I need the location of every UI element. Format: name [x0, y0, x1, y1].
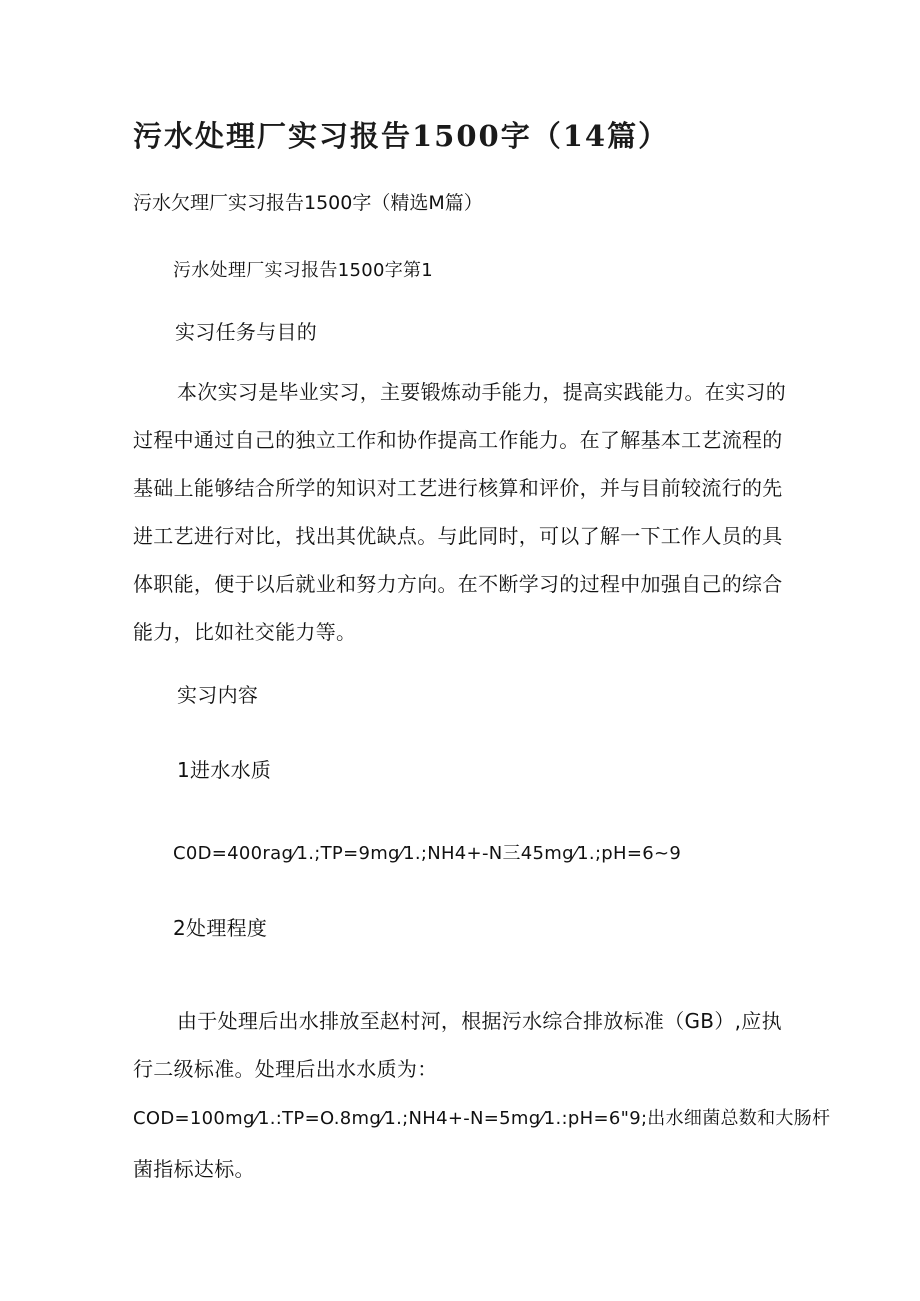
item2-paragraph-line: 菌指标达标。	[133, 1157, 255, 1181]
task-paragraph-line: 过程中通过自己的独立工作和协作提高工作能力。在了解基本工艺流程的	[133, 428, 783, 452]
item2-paragraph-line: 行二级标准。处理后出水水质为：	[133, 1057, 438, 1081]
item1-text: C0D=400rag⁄1.;TP=9mg⁄1.;NH4+-N三45mg⁄1.;pH=6~9	[173, 843, 682, 864]
task-paragraph-line: 基础上能够结合所学的知识对工艺进行核算和评价，并与目前较流行的先	[133, 476, 783, 500]
item2-paragraph-line: 由于处理后出水排放至赵村河，根据污水综合排放标准（GB）,应执	[177, 1009, 782, 1033]
document-subtitle: 污水欠理厂实习报告1500字（精选M篇）	[133, 192, 483, 214]
item1-heading: 1进水水质	[177, 758, 272, 782]
task-paragraph-line: 本次实习是毕业实习，主要锻炼动手能力，提高实践能力。在实习的	[177, 380, 786, 404]
document-title: 污水处理厂实习报告1500字（14篇）	[133, 119, 670, 153]
task-heading: 实习任务与目的	[175, 320, 318, 344]
task-paragraph-line: 能力，比如社交能力等。	[133, 620, 357, 644]
task-paragraph-line: 体职能，便于以后就业和努力方向。在不断学习的过程中加强自己的综合	[133, 572, 783, 596]
section-heading: 污水处理厂实习报告1500字第1	[173, 260, 434, 281]
task-paragraph-line: 进工艺进行对比，找出其优缺点。与此同时，可以了解一下工作人员的具	[133, 524, 783, 548]
item2-heading: 2处理程度	[173, 916, 268, 940]
item2-paragraph-line: COD=100mg⁄1.:TP=O.8mg⁄1.;NH4+-N=5mg⁄1.:pH=6"9;出水细菌总数和大肠杆	[133, 1108, 831, 1129]
content-heading: 实习内容	[177, 683, 259, 707]
